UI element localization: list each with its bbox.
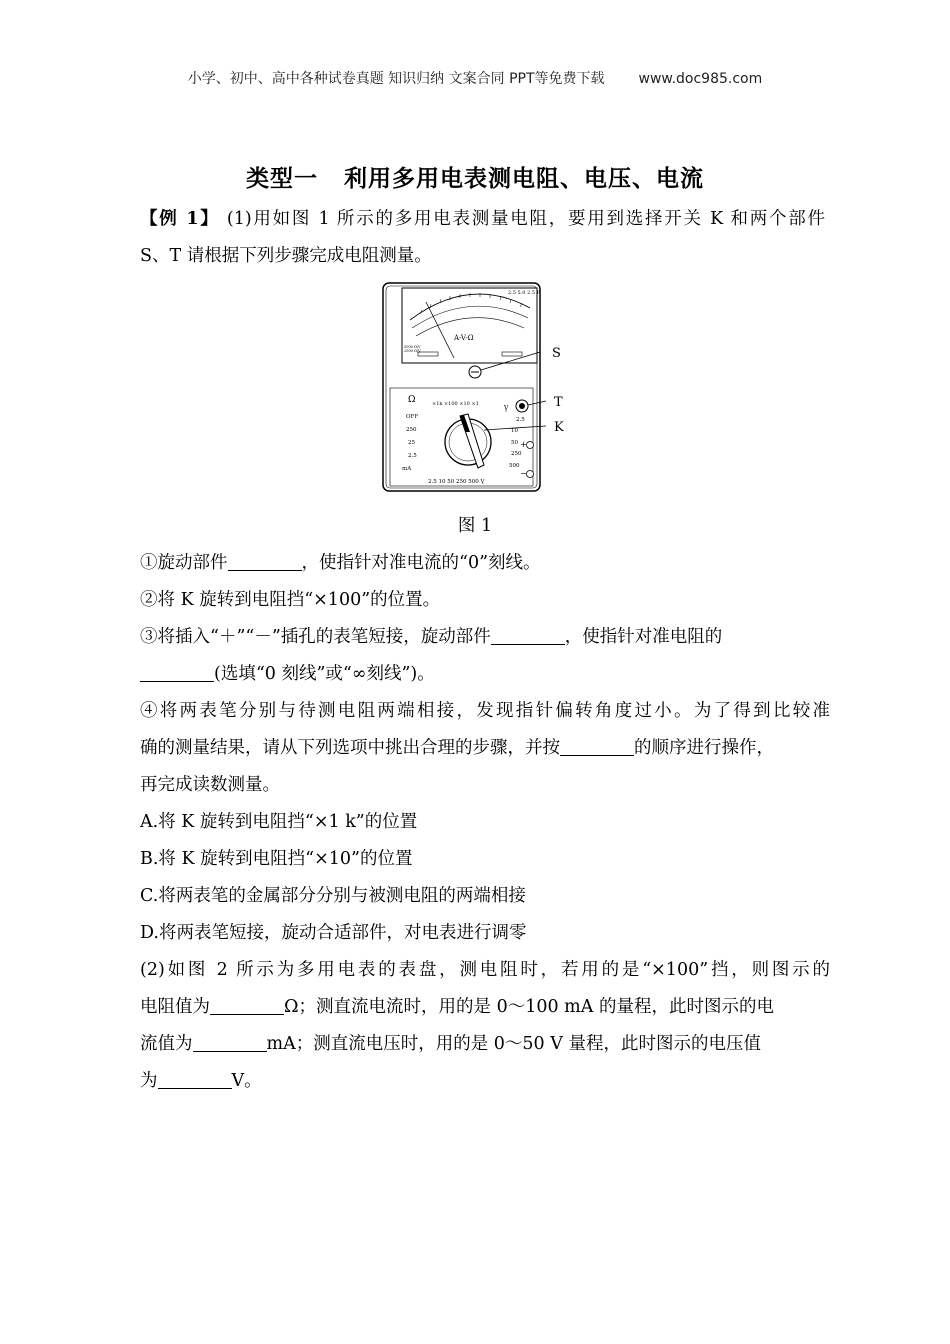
step-4-b: 的顺序进行操作， xyxy=(634,738,774,758)
figure-caption: 图 1 xyxy=(457,516,493,536)
blank-5 xyxy=(210,997,284,1016)
step-3 xyxy=(140,619,830,656)
title-part1: 类型一 xyxy=(246,165,318,192)
example-tag: 【例 1】 xyxy=(140,209,220,229)
set-right-4: 500 xyxy=(509,463,520,469)
scale-top-text: 2.5 5.0 2.5 P xyxy=(508,290,540,296)
step-3-b: ，使指针对准电阻的 xyxy=(564,627,723,647)
set-right-3: 250 xyxy=(511,451,522,457)
q2-line1: (2)如图 2 所示为多用电表的表盘，测电阻时，若用的是“×100”挡，则图示的 xyxy=(140,960,830,980)
intro-text: (1)用如图 1 所示的多用电表测量电阻，要用到选择开关 K 和两个部件 xyxy=(219,209,825,229)
omega-label: Ω xyxy=(408,395,416,405)
step-4-line2 xyxy=(140,730,830,767)
step-4-line3: 再完成读数测量。 xyxy=(140,775,280,795)
example-intro-line2: S、T 请根据下列步骤完成电阻测量。 xyxy=(140,246,432,266)
example-intro xyxy=(140,201,825,275)
q2-line2 xyxy=(140,989,830,1026)
minus-label: − xyxy=(520,469,527,478)
q2-d: mA；测直流电压时，用的是 0～50 V 量程，此时图示的电压值 xyxy=(266,1034,761,1054)
step-2: ②将 K 旋转到电阻挡“×100”的位置。 xyxy=(140,590,441,610)
step-3-cont xyxy=(140,656,830,693)
steps-block xyxy=(140,545,830,1100)
q2-f: V。 xyxy=(231,1071,262,1091)
blank-1 xyxy=(228,553,302,572)
step-3-c: (选填“0 刻线”或“∞刻线”)。 xyxy=(214,664,435,684)
header-text: 小学、初中、高中各种试卷真题 知识归纳 文案合同 PPT等免费下载 xyxy=(187,71,605,87)
label-K: K xyxy=(554,420,564,435)
dial-text: A-V-Ω xyxy=(454,334,474,342)
q2-a: 电阻值为 xyxy=(140,997,210,1017)
step-4-a: 确的测量结果，请从下列选项中挑出合理的步骤，并按 xyxy=(140,738,560,758)
blank-4 xyxy=(560,738,634,757)
step-3-a: ③将插入“＋”“－”插孔的表笔短接，旋动部件 xyxy=(140,627,491,647)
title-part2: 利用多用电表测电阻、电压、电流 xyxy=(344,165,704,192)
label-T: T xyxy=(554,395,563,410)
option-c: C.将两表笔的金属部分分别与被测电阻的两端相接 xyxy=(140,886,526,906)
q2-line4 xyxy=(140,1063,830,1100)
blank-6 xyxy=(193,1034,267,1053)
left-small-1: 5000 Ω/V xyxy=(404,345,421,349)
step-1-a: ①旋动部件 xyxy=(140,553,228,573)
step-1-b: ，使指针对准电流的“0”刻线。 xyxy=(301,553,541,573)
label-S: S xyxy=(552,346,561,361)
step-4-line1: ④将两表笔分别与待测电阻两端相接，发现指针偏转角度过小。为了得到比较准 xyxy=(140,701,830,721)
blank-7 xyxy=(158,1071,232,1090)
example-intro-line1 xyxy=(140,201,825,238)
set-right-2: 50 xyxy=(511,440,518,446)
q2-c: 流值为 xyxy=(140,1034,193,1054)
mult-label: ×1k ×100 ×10 ×1 xyxy=(432,401,479,407)
set-right-0: 2.5 xyxy=(516,417,525,423)
option-b: B.将 K 旋转到电阻挡“×10”的位置 xyxy=(140,849,413,869)
option-d: D.将两表笔短接，旋动合适部件，对电表进行调零 xyxy=(140,923,527,943)
blank-2 xyxy=(491,627,565,646)
blank-3 xyxy=(140,664,214,683)
v-tilde-label: V̰ xyxy=(504,405,509,412)
header-url[interactable]: www.doc985.com xyxy=(638,71,763,87)
set-left-1: 250 xyxy=(406,427,417,433)
set-left-0: OFF xyxy=(406,414,419,420)
left-small-2: 2500 Ω/V̰ xyxy=(404,349,421,353)
page-header xyxy=(0,68,950,88)
section-title xyxy=(0,160,950,193)
option-a: A.将 K 旋转到电阻挡“×1 k”的位置 xyxy=(140,812,418,832)
plus-label: + xyxy=(520,440,527,449)
step-1 xyxy=(140,545,830,582)
set-left-2: 25 xyxy=(408,440,415,446)
set-right-1: 10 xyxy=(511,428,518,434)
q2-e: 为 xyxy=(140,1071,158,1091)
set-left-4: mA xyxy=(402,466,412,472)
q2-line3 xyxy=(140,1026,830,1063)
q2-b: Ω；测直流电流时，用的是 0～100 mA 的量程，此时图示的电 xyxy=(284,997,774,1017)
multimeter-figure xyxy=(380,280,570,495)
set-bottom: 2.5 10 50 250 500 V̱ xyxy=(428,479,485,485)
set-left-3: 2.5 xyxy=(408,453,417,459)
